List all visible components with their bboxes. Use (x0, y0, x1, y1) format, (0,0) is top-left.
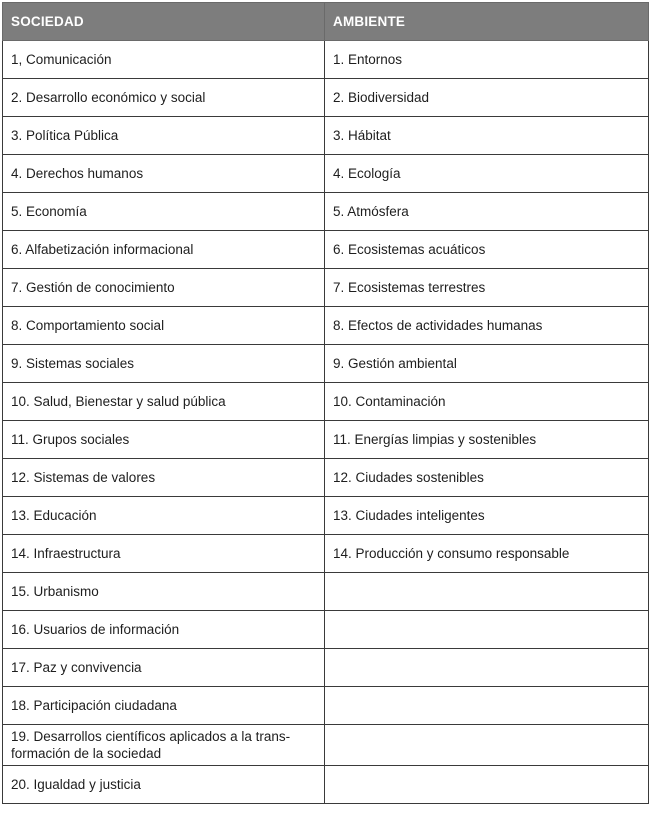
cell-ambiente: 4. Ecología (325, 155, 649, 193)
cell-sociedad: 12. Sistemas de valores (3, 459, 325, 497)
cell-sociedad: 4. Derechos humanos (3, 155, 325, 193)
cell-sociedad: 5. Economía (3, 193, 325, 231)
cell-ambiente: 12. Ciudades sostenibles (325, 459, 649, 497)
table-row (3, 155, 649, 193)
cell-sociedad: 1, Comunicación (3, 41, 325, 79)
cell-sociedad: 6. Alfabetización informacional (3, 231, 325, 269)
cell-sociedad: 18. Participación ciudadana (3, 687, 325, 725)
cell-ambiente (325, 611, 649, 649)
cell-ambiente: 7. Ecosistemas terrestres (325, 269, 649, 307)
table-row (3, 193, 649, 231)
cell-sociedad: 7. Gestión de conocimiento (3, 269, 325, 307)
cell-sociedad: 19. Desarrollos científicos aplicados a la trans- formación de la sociedad (3, 725, 325, 766)
table-row (3, 269, 649, 307)
cell-sociedad: 15. Urbanismo (3, 573, 325, 611)
cell-sociedad: 11. Grupos sociales (3, 421, 325, 459)
header-sociedad: SOCIEDAD (3, 3, 325, 41)
table-row (3, 649, 649, 687)
table-row (3, 611, 649, 649)
cell-sociedad: 3. Política Pública (3, 117, 325, 155)
topics-table-container (2, 2, 648, 804)
cell-ambiente: 14. Producción y consumo responsable (325, 535, 649, 573)
table-row (3, 725, 649, 766)
topics-table (2, 2, 649, 804)
cell-sociedad: 16. Usuarios de información (3, 611, 325, 649)
cell-sociedad: 10. Salud, Bienestar y salud pública (3, 383, 325, 421)
table-row (3, 345, 649, 383)
cell-ambiente: 6. Ecosistemas acuáticos (325, 231, 649, 269)
cell-ambiente: 5. Atmósfera (325, 193, 649, 231)
cell-ambiente (325, 573, 649, 611)
table-row (3, 383, 649, 421)
table-row (3, 497, 649, 535)
cell-ambiente (325, 766, 649, 804)
cell-sociedad: 13. Educación (3, 497, 325, 535)
table-row (3, 573, 649, 611)
table-row (3, 421, 649, 459)
cell-ambiente: 8. Efectos de actividades humanas (325, 307, 649, 345)
table-row (3, 535, 649, 573)
table-header-row (3, 3, 649, 41)
cell-ambiente (325, 725, 649, 766)
table-row (3, 79, 649, 117)
cell-ambiente (325, 649, 649, 687)
cell-ambiente: 1. Entornos (325, 41, 649, 79)
table-row (3, 459, 649, 497)
table-row (3, 766, 649, 804)
cell-sociedad: 2. Desarrollo económico y social (3, 79, 325, 117)
cell-sociedad: 17. Paz y convivencia (3, 649, 325, 687)
cell-sociedad: 9. Sistemas sociales (3, 345, 325, 383)
table-row (3, 307, 649, 345)
table-row (3, 41, 649, 79)
cell-ambiente: 10. Contaminación (325, 383, 649, 421)
header-ambiente: AMBIENTE (325, 3, 649, 41)
cell-ambiente: 3. Hábitat (325, 117, 649, 155)
table-row (3, 117, 649, 155)
table-row (3, 231, 649, 269)
cell-sociedad: 20. Igualdad y justicia (3, 766, 325, 804)
cell-sociedad: 14. Infraestructura (3, 535, 325, 573)
cell-ambiente: 13. Ciudades inteligentes (325, 497, 649, 535)
table-row (3, 687, 649, 725)
cell-ambiente: 11. Energías limpias y sostenibles (325, 421, 649, 459)
cell-ambiente (325, 687, 649, 725)
cell-sociedad: 8. Comportamiento social (3, 307, 325, 345)
cell-ambiente: 2. Biodiversidad (325, 79, 649, 117)
table-body (3, 41, 649, 804)
cell-ambiente: 9. Gestión ambiental (325, 345, 649, 383)
